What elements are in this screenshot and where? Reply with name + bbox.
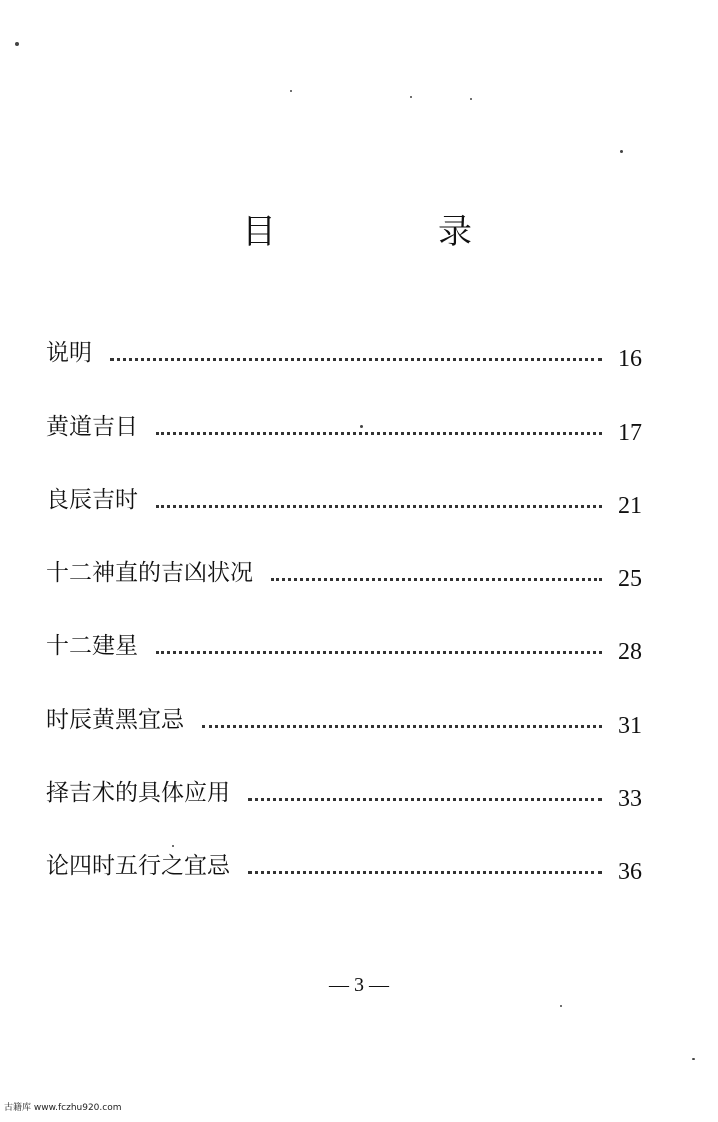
site-watermark: 古籍库 www.fczhu920.com	[4, 1103, 122, 1113]
toc-entry-title: 良辰吉时	[46, 486, 138, 513]
scan-speck	[410, 96, 412, 98]
toc-entry[interactable]	[46, 302, 642, 375]
scan-speck	[560, 1005, 562, 1007]
toc-entry-title: 十二建星	[46, 633, 138, 660]
dot-leader	[271, 578, 602, 581]
scan-speck	[692, 1058, 695, 1060]
toc-entry-title: 论四时五行之宜忌	[46, 853, 230, 880]
toc-entry-page: 31	[618, 712, 642, 739]
dot-leader	[248, 798, 602, 801]
toc-entry[interactable]	[46, 742, 642, 815]
toc-entry-page: 36	[618, 859, 642, 886]
dot-leader	[156, 505, 602, 508]
dot-leader	[248, 871, 602, 874]
scan-speck	[470, 98, 472, 100]
toc-entry-title: 黄道吉日	[46, 413, 138, 440]
toc-entry-page: 33	[618, 786, 642, 813]
dot-leader	[156, 432, 602, 435]
toc-entry-title: 说明	[46, 340, 92, 367]
toc-entry[interactable]	[46, 449, 642, 522]
page-number: — 3 —	[329, 974, 389, 996]
dot-leader	[202, 725, 602, 728]
toc-entry[interactable]	[46, 815, 642, 888]
toc-entry-page: 21	[618, 492, 642, 519]
dot-leader	[156, 651, 602, 654]
toc-entry[interactable]	[46, 375, 642, 448]
scan-speck	[290, 90, 292, 92]
toc-entry-title: 十二神直的吉凶状况	[46, 560, 253, 587]
toc-entry-page: 16	[618, 346, 642, 373]
dot-leader	[110, 358, 602, 361]
toc-entry[interactable]	[46, 668, 642, 741]
toc-entry-page: 25	[618, 566, 642, 593]
toc-entry-page: 17	[618, 419, 642, 446]
scan-speck	[620, 150, 623, 153]
scan-speck	[15, 42, 19, 46]
toc-entry-title: 时辰黄黑宜忌	[46, 706, 184, 733]
toc-entry-title: 择吉术的具体应用	[46, 780, 230, 807]
toc-entry[interactable]	[46, 522, 642, 595]
table-of-contents	[46, 302, 642, 888]
page-title: 目 录	[242, 212, 536, 252]
toc-entry-page: 28	[618, 639, 642, 666]
toc-entry[interactable]	[46, 595, 642, 668]
